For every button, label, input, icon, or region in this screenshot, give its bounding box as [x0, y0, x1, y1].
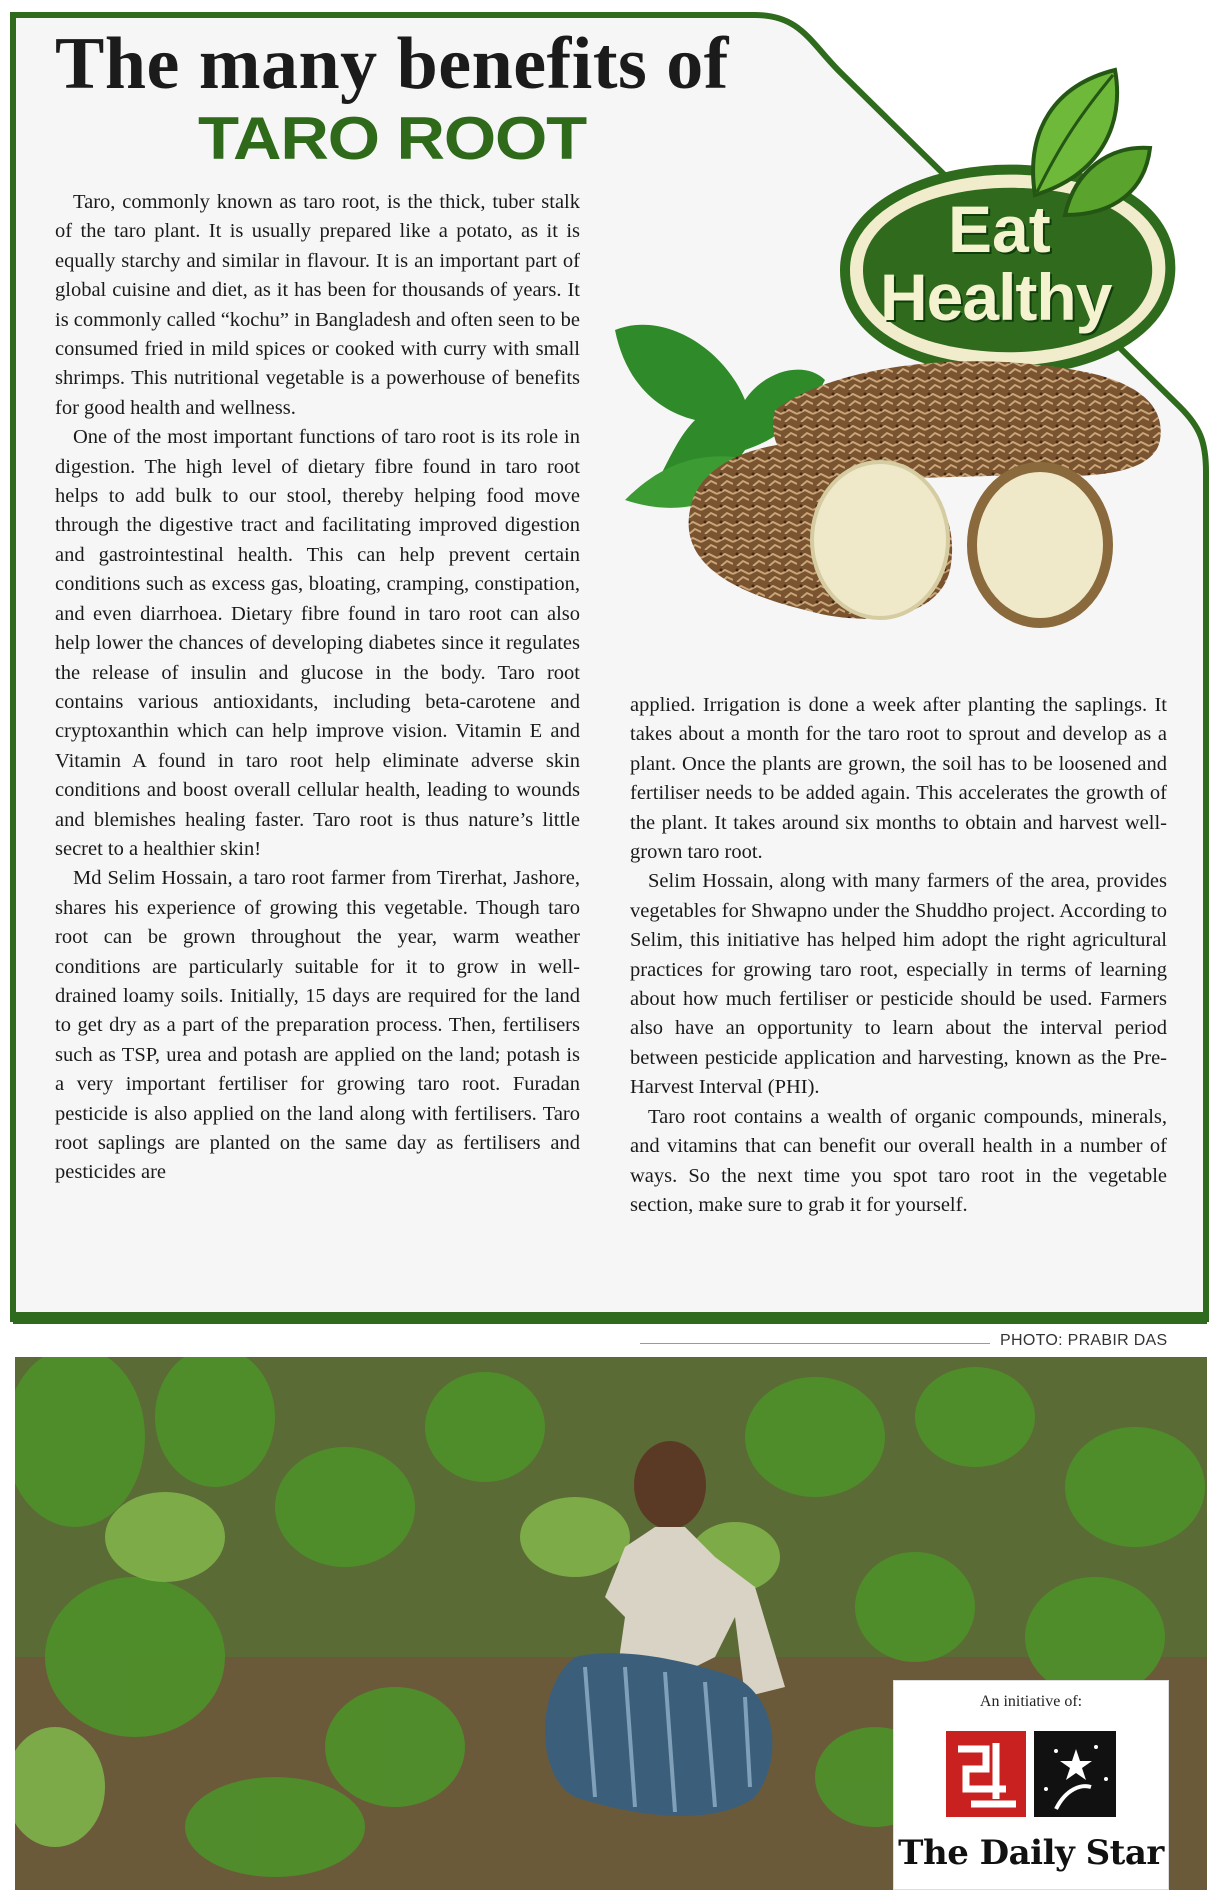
sponsor-box	[893, 1680, 1169, 1890]
headline-line-1: The many benefits of	[55, 23, 729, 105]
photo-credit-rule	[640, 1343, 990, 1344]
paragraph-irrigation: applied. Irrigation is done a week after planting the saplings. It takes about a month for the taro root to sprout and develop as a plant. Once the plants are grown, the soil has to be loosened and fertiliser needs to be added again. This accelerates the growth of the plant. It takes around six months to obtain and harvest well-grown taro root.	[630, 694, 1167, 864]
taro-cut-face-left	[812, 462, 948, 618]
sponsor-label: An initiative of:	[979, 1693, 1083, 1710]
paragraph-conclusion: Taro root contains a wealth of organic compounds, minerals, and vitamins that can benefit our overall health in a number of ways. So the next time you spot taro root in the vegetable section, make sure to grab it for yourself.	[630, 1105, 1167, 1216]
sponsor-logo	[946, 1729, 1116, 1821]
paragraph-digestion: One of the most important functions of taro root is its role in digestion. The high level of dietary fibre found in taro root helps to add bulk to our stool, thereby helping food move through the digestive tract and facilitating improved digestion and gastrointestinal health. This can help prevent certain conditions such as excess gas, bloating, cramping, constipation, and even diarrhoea. Dietary fibre found in taro root can also help lower the chances of developing diabetes since it regulates the release of insulin and glucose in the body. Taro root contains various antioxidants, including beta-carotene and cryptoxanthin which can help improve vision. Vitamin E and Vitamin A found in taro root help eliminate adverse skin conditions and boost overall cellular health, leading to wounds and blemishes healing faster. Taro root is thus nature’s little secret to a healthier skin!	[55, 426, 580, 860]
badge-eat-text: Eat	[948, 192, 1051, 266]
badge-healthy-text: Healthy	[880, 260, 1112, 334]
paragraph-farmer: Md Selim Hossain, a taro root farmer from Tirerhat, Jashore, shares his experience of growing this vegetable. Though taro root can be grown throughout the year, warm weather conditions are particularly suitable for it to grow in well-drained loamy soils. Initially, 15 days are required for the land to get dry as a part of the preparation process. Then, fertilisers such as TSP, urea and potash are applied on the land; potash is a very important fertiliser for growing taro root. Furadan pesticide is also applied on the land along with fertilisers. Taro root saplings are planted on the same day as fertilisers and pesticides are	[55, 867, 580, 1184]
daily-star-logo: The Daily Star	[898, 1833, 1164, 1873]
paragraph-intro: Taro, commonly known as taro root, is the thick, tuber stalk of the taro plant. It is usually prepared like a potato, as it is equally starchy and similar in flavour. It is an important part of global cuisine and diet, as it has been for thousands of years. It is commonly called “kochu” in Bangladesh and often seen to be consumed fried in mild spices or cooked with curry with small shrimps. This nutritional vegetable is a powerhouse of benefits for good health and wellness.	[55, 191, 580, 419]
article-column-left	[55, 188, 580, 1188]
article-column-right	[630, 691, 1167, 1220]
paragraph-shuddho: Selim Hossain, along with many farmers of the area, provides vegetables for Shwapno under the Shuddho project. According to Selim, this initiative has helped him adopt the right agricultural practices for growing taro root, especially in terms of learning about how much fertiliser or pesticide should be used. Farmers also have an opportunity to learn about the interval period between pesticide application and harvesting, known as the Pre-Harvest Interval (PHI).	[630, 870, 1167, 1099]
taro-cut-face-right	[972, 467, 1108, 623]
photo-credit: PHOTO: PRABIR DAS	[1000, 1332, 1168, 1349]
taro-root-illustration	[605, 310, 1170, 670]
headline-taro-root: TARO ROOT	[198, 105, 587, 172]
